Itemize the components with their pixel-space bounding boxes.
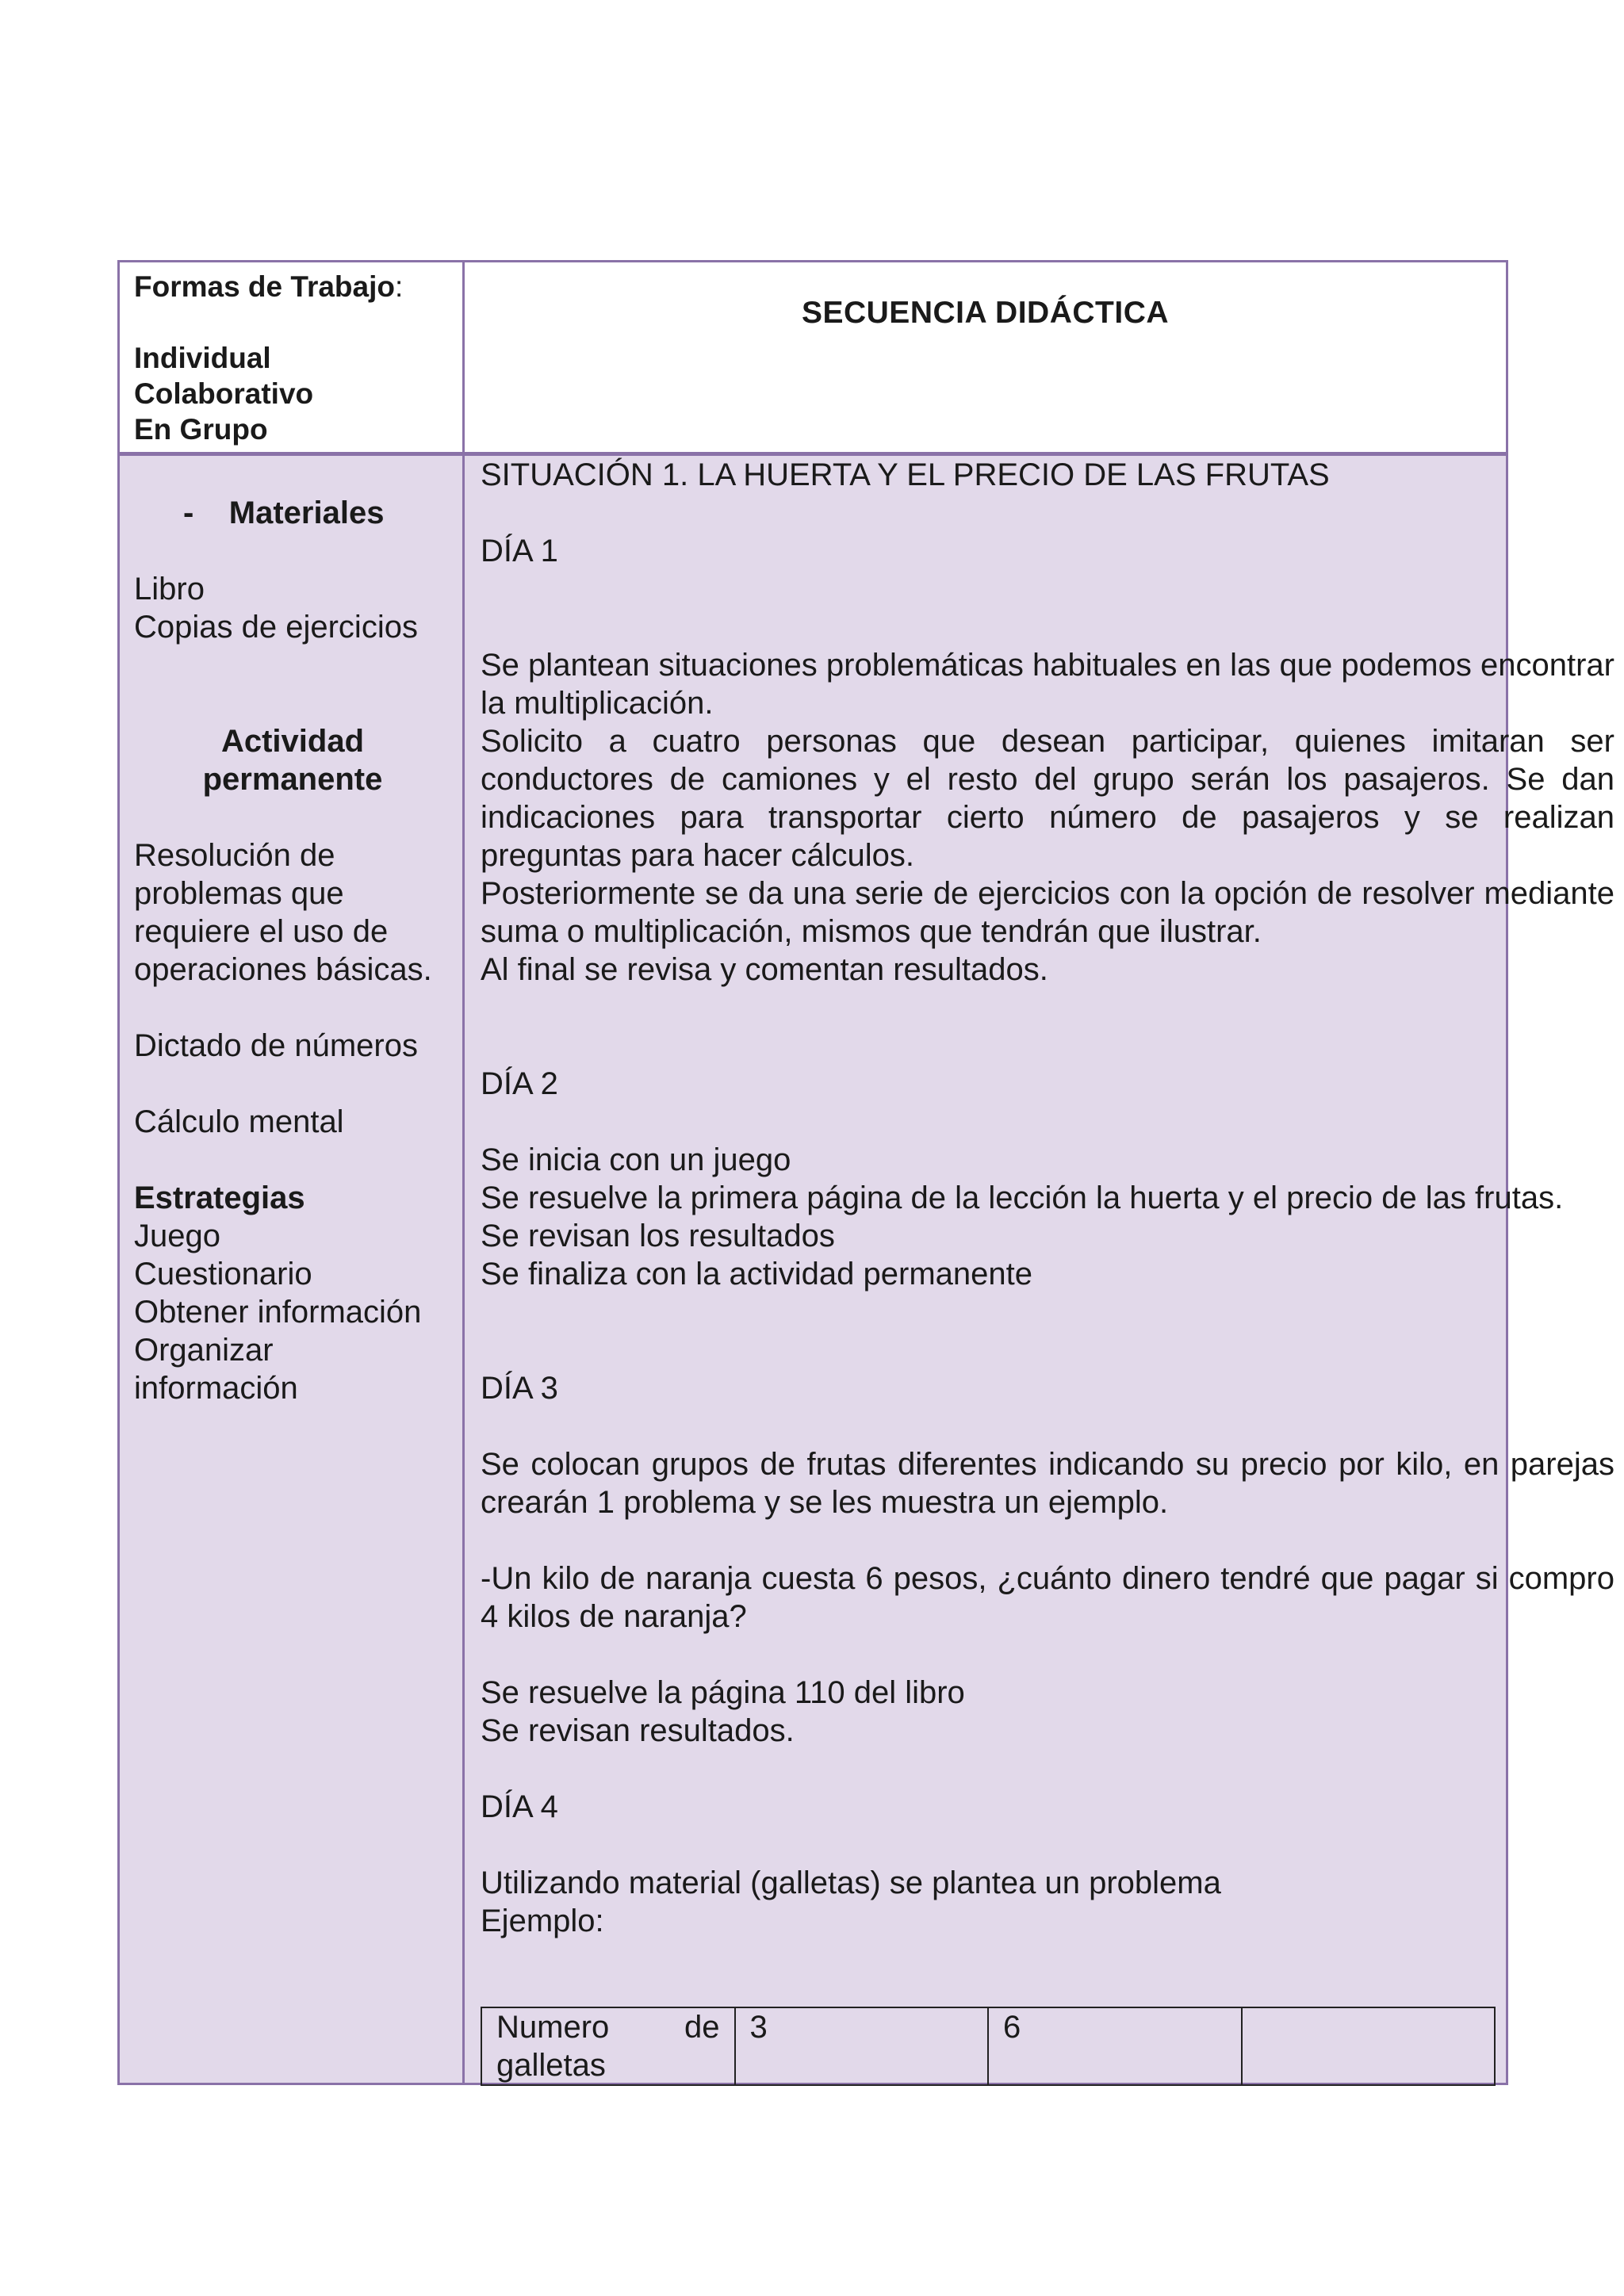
spacer: [481, 494, 1614, 532]
spacer: [134, 1141, 451, 1179]
material-libro: Libro: [134, 572, 205, 607]
dia2-line-1: Se inicia con un juego: [481, 1142, 791, 1177]
estrategia-obtener: Obtener información: [134, 1295, 422, 1330]
planning-table: [117, 260, 1614, 2085]
dia2-heading: DÍA 2: [481, 1066, 558, 1101]
actividad-calculo: Cálculo mental: [134, 1104, 344, 1139]
cookies-label: Numero de galletas: [496, 2010, 720, 2083]
estrategia-juego: Juego: [134, 1219, 220, 1253]
actividad-resolucion-4: operaciones básicas.: [134, 952, 432, 987]
table-cell: 6: [988, 2007, 1242, 2085]
dia3-line-1: Se resuelve la página 110 del libro: [481, 1675, 965, 1710]
actividad-resolucion-3: requiere el uso de: [134, 914, 389, 949]
dia2-line-2: Se resuelve la primera página de la lección la huerta y el precio de las frutas.: [481, 1181, 1564, 1215]
work-forms-label: Formas de Trabajo: [134, 270, 395, 303]
actividad-dictado: Dictado de números: [134, 1028, 418, 1063]
estrategia-informacion: información: [134, 1371, 298, 1406]
dia3-paragraph-2: -Un kilo de naranja cuesta 6 pesos, ¿cuánto dinero tendré que pagar si compro 4 kilos de naranja?: [481, 1561, 1614, 1634]
spacer: [481, 1750, 1614, 1788]
dia2-line-3: Se revisan los resultados: [481, 1219, 835, 1253]
dia1-paragraph-2: Solicito a cuatro personas que desean participar, quienes imitaran ser conductores de camiones y el resto del grupo serán los pasajeros. Se dan indicaciones para transportar cierto número de pasajeros y se realizan preguntas para hacer cálculos.: [481, 724, 1614, 873]
table-cell: [1242, 2007, 1496, 2085]
spacer: [134, 798, 451, 836]
work-forms-cell: [134, 269, 403, 447]
spacer: [134, 684, 451, 722]
spacer: [134, 532, 451, 570]
material-copias: Copias de ejercicios: [134, 610, 418, 645]
dia1-heading: DÍA 1: [481, 534, 558, 568]
right-column: [481, 456, 1614, 1940]
dia2-line-4: Se finaliza con la actividad permanente: [481, 1257, 1032, 1292]
column-divider: [462, 262, 465, 2083]
spacer: [134, 304, 403, 340]
dia4-line-1: Utilizando material (galletas) se plantea un problema: [481, 1866, 1221, 1900]
actividad-heading-1: Actividad: [220, 724, 365, 759]
dia4-heading: DÍA 4: [481, 1789, 558, 1824]
dia1-paragraph-3: Posteriormente se da una serie de ejercicios con la opción de resolver mediante suma o multiplicación, mismos que tendrán que ilustrar.: [481, 876, 1614, 949]
sequence-title: SECUENCIA DIDÁCTICA: [801, 296, 1170, 330]
actividad-resolucion-2: problemas que: [134, 876, 344, 911]
materiales-heading: - Materiales: [183, 496, 385, 530]
spacer: [481, 1103, 1614, 1141]
spacer: [134, 456, 451, 494]
estrategia-organizar: Organizar: [134, 1333, 274, 1368]
situacion-title: SITUACIÓN 1. LA HUERTA Y EL PRECIO DE LAS FRUTAS: [481, 457, 1330, 492]
table-row: [481, 2007, 1495, 2085]
work-mode-grupo: En Grupo: [134, 413, 268, 446]
spacer: [481, 989, 1614, 1065]
table-cell: 3: [735, 2007, 989, 2085]
actividad-heading-2: permanente: [202, 762, 383, 797]
dia3-line-2: Se revisan resultados.: [481, 1713, 795, 1748]
spacer: [481, 1521, 1614, 1559]
body-row: [120, 456, 1614, 2083]
dia3-paragraph-1: Se colocan grupos de frutas diferentes indicando su precio por kilo, en parejas crearán 1 problema y se les muestra un ejemplo.: [481, 1447, 1614, 1520]
spacer: [134, 646, 451, 684]
spacer: [481, 1293, 1614, 1369]
estrategias-heading: Estrategias: [134, 1181, 305, 1215]
cookies-table: [481, 2007, 1496, 2086]
spacer: [481, 570, 1614, 646]
estrategia-cuestionario: Cuestionario: [134, 1257, 312, 1292]
spacer: [481, 1826, 1614, 1864]
spacer: [481, 1636, 1614, 1674]
spacer: [134, 1065, 451, 1103]
actividad-resolucion-1: Resolución de: [134, 838, 335, 873]
work-mode-individual: Individual: [134, 342, 271, 374]
spacer: [134, 989, 451, 1027]
dia1-paragraph-1: Se plantean situaciones problemáticas habituales en las que podemos encontrar la multiplicación.: [481, 648, 1614, 721]
work-mode-colaborativo: Colaborativo: [134, 377, 314, 410]
work-forms-colon: :: [395, 270, 404, 303]
spacer: [481, 1407, 1614, 1445]
header-row: [120, 262, 1506, 456]
work-forms-label-line: [134, 269, 403, 304]
dia3-heading: DÍA 3: [481, 1371, 558, 1406]
dia1-paragraph-4: Al final se revisa y comentan resultados.: [481, 952, 1048, 987]
table-cell-label: [481, 2007, 735, 2085]
dia4-line-2: Ejemplo:: [481, 1904, 604, 1938]
left-column: [134, 456, 451, 1407]
